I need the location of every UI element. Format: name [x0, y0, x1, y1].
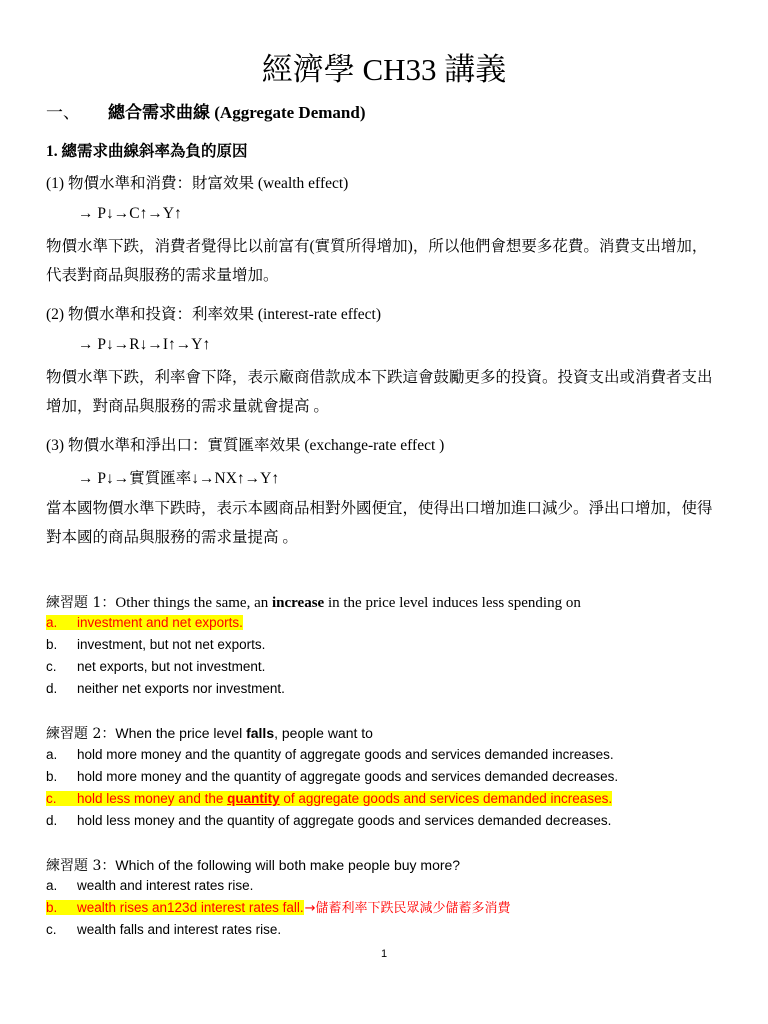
- item-arrow-chain: → P↓→C↑→Y↑: [78, 205, 182, 222]
- item-arrow-chain: → P↓→R↓→I↑→Y↑: [78, 336, 211, 353]
- option-letter: c.: [46, 791, 57, 806]
- section-label: 總合需求曲線 (Aggregate Demand): [108, 103, 366, 122]
- answer-option: [46, 811, 611, 831]
- option-letter: c.: [46, 659, 57, 674]
- answer-option-correct: [46, 613, 243, 633]
- item-explanation: 當本國物價水準下跌時，表示本國商品相對外國便宜，使得出口增加進口減少。淨出口增加，使得對本國的商品與服務的需求量提高 。: [46, 500, 713, 546]
- answer-option: [46, 635, 265, 655]
- option-letter: b.: [46, 637, 58, 652]
- option-text: hold less money and the quantity of aggregate goods and services demanded increases.: [77, 791, 613, 806]
- option-text: neither net exports nor investment.: [77, 681, 285, 696]
- option-letter: a.: [46, 878, 58, 893]
- annotation-note: →儲蓄利率下跌民眾減少儲蓄多消費: [304, 901, 511, 916]
- option-letter: a.: [46, 747, 58, 762]
- item-label: (3) 物價水準和淨出口：實質匯率效果 (exchange-rate effect ): [46, 437, 445, 454]
- answer-option-correct: [46, 898, 511, 918]
- answer-option: [46, 767, 618, 787]
- section-heading: [46, 98, 365, 123]
- answer-option: [46, 745, 614, 765]
- answer-option: [46, 679, 285, 699]
- option-text: investment, but not net exports.: [77, 637, 266, 652]
- option-text: wealth falls and interest rates rise.: [77, 922, 282, 937]
- option-text: hold more money and the quantity of aggregate goods and services demanded increases.: [77, 747, 614, 762]
- option-text: net exports, but not investment.: [77, 659, 266, 674]
- exercise-label: 練習題 2：: [46, 726, 116, 742]
- option-letter: b.: [46, 900, 58, 915]
- exercise-question: [46, 723, 373, 743]
- exercise-question: [46, 855, 460, 875]
- option-text: investment and net exports.: [77, 615, 243, 630]
- section-number: 一、: [46, 103, 80, 122]
- item-explanation: 物價水準下跌，利率會下降，表示廠商借款成本下跌這會鼓勵更多的投資。投資支出或消費者支出增加，對商品與服務的需求量就會提高 。: [46, 369, 713, 415]
- option-letter: d.: [46, 813, 58, 828]
- item-arrow-chain: → P↓→實質匯率↓→NX↑→Y↑: [78, 470, 280, 487]
- option-letter: a.: [46, 615, 58, 630]
- option-text: wealth and interest rates rise.: [77, 878, 254, 893]
- page-number: 1: [380, 948, 388, 960]
- exercise-question: [46, 592, 581, 612]
- option-letter: d.: [46, 681, 58, 696]
- option-text: hold less money and the quantity of aggregate goods and services demanded decreases.: [77, 813, 612, 828]
- item-label: (2) 物價水準和投資：利率效果 (interest-rate effect): [46, 306, 382, 323]
- option-text: wealth rises an123d interest rates fall.: [77, 900, 304, 915]
- exercise-label: 練習題 1：: [46, 595, 116, 611]
- question-text: When the price level falls, people want to: [115, 725, 373, 741]
- option-letter: b.: [46, 769, 58, 784]
- question-text: Other things the same, an increase in the price level induces less spending on: [115, 595, 581, 611]
- answer-option: [46, 657, 265, 677]
- answer-option-correct: [46, 789, 612, 809]
- answer-option: [46, 876, 253, 896]
- exercise-label: 練習題 3：: [46, 858, 116, 874]
- item-label: (1) 物價水準和消費：財富效果 (wealth effect): [46, 175, 349, 192]
- document-title: 經濟學 CH33 講義: [261, 52, 507, 87]
- option-letter: c.: [46, 922, 57, 937]
- answer-option: [46, 920, 281, 940]
- question-text: Which of the following will both make people buy more?: [115, 857, 461, 873]
- option-text: hold more money and the quantity of aggregate goods and services demanded decreases.: [77, 769, 619, 784]
- item-explanation: 物價水準下跌，消費者覺得比以前富有(實質所得增加)，所以他們會想要多花費。消費支出增加，代表對商品與服務的需求量增加。: [46, 238, 708, 284]
- subheading: 1. 總需求曲線斜率為負的原因: [46, 143, 248, 160]
